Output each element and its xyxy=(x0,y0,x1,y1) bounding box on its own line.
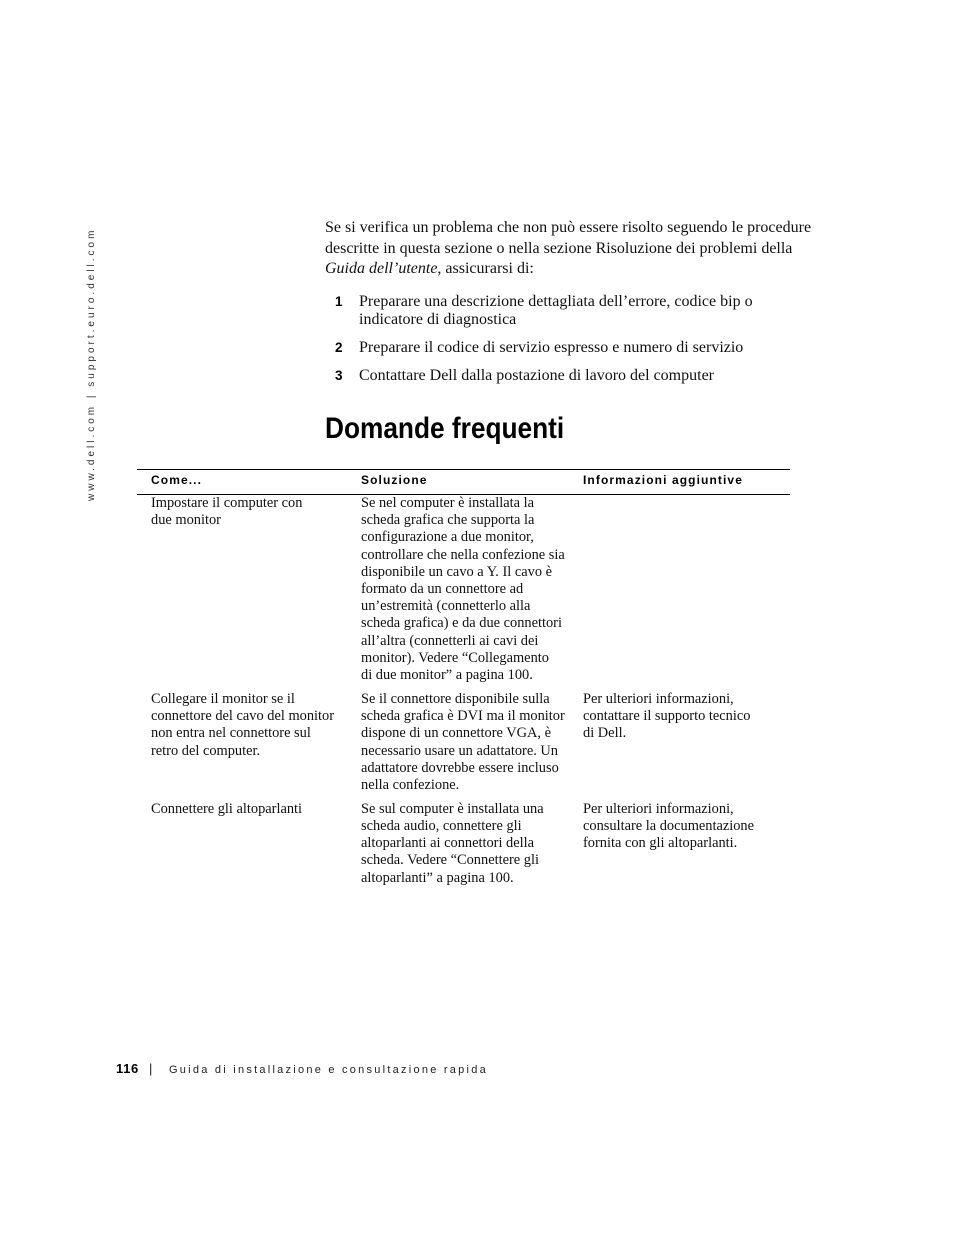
page-number: 116 xyxy=(116,1061,139,1076)
intro-italic-title: Guida dell’utente xyxy=(325,260,438,277)
step-number: 1 xyxy=(335,294,343,309)
header-cell-info: Informazioni aggiuntive xyxy=(583,473,743,487)
step-number: 2 xyxy=(335,340,343,355)
header-cell-how: Come... xyxy=(151,473,203,487)
faq-table xyxy=(137,469,790,894)
section-title: Domande frequenti xyxy=(325,412,565,445)
cell-solution: Se sul computer è installata una scheda audio, connettere gli altoparlanti ai connettori della scheda. Vedere “Connettere gli altoparlanti” a pagina 100. xyxy=(361,800,544,886)
table-row xyxy=(137,495,790,691)
cell-solution: Se il connettore disponibile sulla scheda grafica è DVI ma il monitor dispone di un connettore VGA, è necessario usare un adattatore. Un adattatore dovrebbe essere incluso nella confezione. xyxy=(361,690,565,793)
intro-text-after: , assicurarsi di: xyxy=(437,260,534,277)
step-number: 3 xyxy=(335,368,343,383)
table-row xyxy=(137,691,790,801)
step-item xyxy=(335,293,753,329)
step-item xyxy=(335,367,753,385)
step-list xyxy=(335,293,753,395)
step-text: Preparare una descrizione dettagliata dell’errore, codice bip o indicatore di diagnostica xyxy=(359,293,753,328)
cell-how: Impostare il computer con due monitor xyxy=(151,495,303,529)
footer-separator: | xyxy=(149,1061,153,1076)
cell-info: Per ulteriori informazioni, contattare il supporto tecnico di Dell. xyxy=(583,690,751,742)
intro-text-before: Se si verifica un problema che non può essere risolto seguendo le procedure descritte in questa sezione o nella sezione Risoluzione dei problemi della xyxy=(325,219,812,257)
intro-paragraph xyxy=(325,218,885,280)
step-text: Contattare Dell dalla postazione di lavoro del computer xyxy=(359,367,714,384)
table-row xyxy=(137,801,790,894)
footer-book-title: Guida di installazione e consultazione rapida xyxy=(169,1064,488,1076)
cell-how: Connettere gli altoparlanti xyxy=(151,800,303,817)
side-url-text: www.dell.com | support.euro.dell.com xyxy=(86,227,97,501)
table-header xyxy=(137,469,790,495)
header-cell-solution: Soluzione xyxy=(361,473,428,487)
step-text: Preparare il codice di servizio espresso e numero di servizio xyxy=(359,339,744,356)
cell-info xyxy=(583,495,790,691)
cell-how: Collegare il monitor se il connettore del cavo del monitor non entra nel connettore sul retro del computer. xyxy=(151,690,335,759)
cell-solution: Se nel computer è installata la scheda grafica che supporta la configurazione a due monitor, controllare che nella confezione sia disponibile un cavo a Y. Il cavo è formato da un connettore ad un’estremità (connetterlo alla scheda grafica) e da due connettori all’altra (connetterli ai cavi dei monitor). Vedere “Collegamento di due monitor” a pagina 100. xyxy=(361,495,565,684)
step-item xyxy=(335,339,753,357)
cell-info: Per ulteriori informazioni, consultare la documentazione fornita con gli altoparlanti. xyxy=(583,800,755,852)
